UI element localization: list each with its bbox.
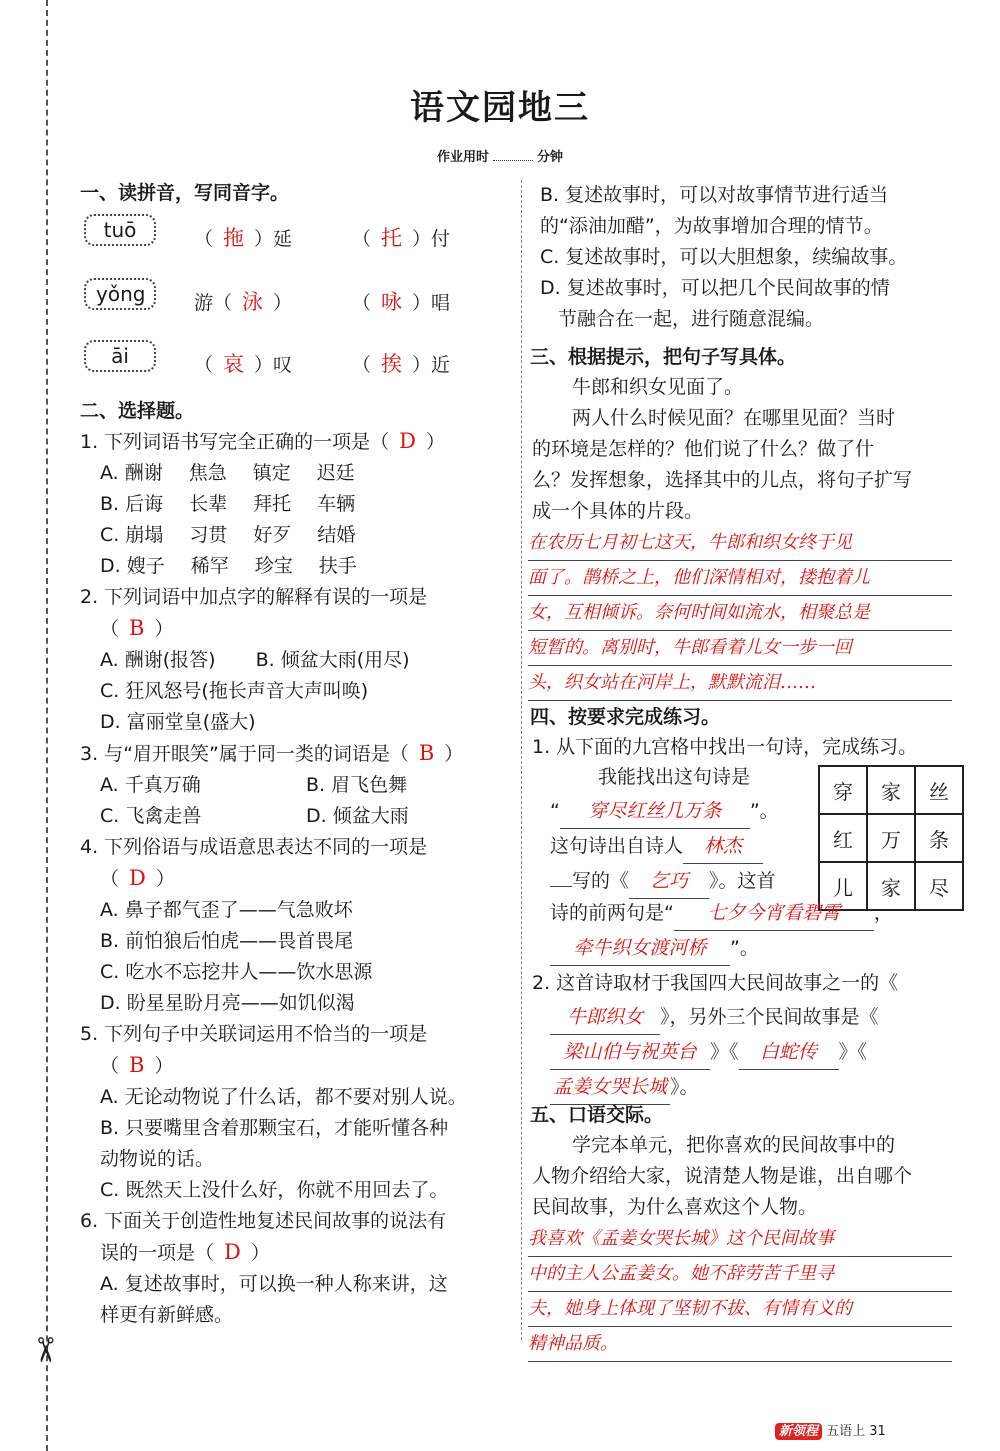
- story2-answer: 白蛇传: [739, 1035, 839, 1070]
- time-label: 作业用时: [436, 150, 489, 165]
- question-1: 1. 下列词语书写完全正确的一项是（ D ）: [80, 429, 446, 453]
- answer-char: 托: [381, 226, 403, 250]
- homework-time: [0, 146, 1000, 165]
- question-5: 5. 下列句子中关联词运用不恰当的一项是: [80, 1023, 428, 1045]
- cut-line: [46, 0, 48, 1451]
- section4-q1: 1. 从下面的九宫格中找出一句诗，完成练习。: [532, 736, 918, 758]
- section3-heading: 三、根据提示，把句子写具体。: [530, 346, 797, 368]
- poem-answer: 穿尽红丝几万条: [560, 794, 750, 829]
- poet-answer: 林杰: [683, 829, 763, 864]
- story1-answer: 梁山伯与祝英台: [550, 1035, 710, 1070]
- answer-letter: B: [418, 741, 435, 765]
- q6-continued: B. 复述故事时，可以对故事情节进行适当 的“添油加醋”，为故事增加合理的情节。 C. 复述故事时，可以大胆想象，续编故事。 D. 复述故事时，可以把几个民间故事的情 节融合在一起，进行随意混编。: [540, 184, 908, 330]
- time-blank: [493, 160, 533, 161]
- section5-heading: 五、口语交际。: [530, 1104, 664, 1126]
- nine-grid: 穿 家 丝 红 万 条 儿 家 尽: [818, 765, 964, 911]
- story-answer: 牛郎织女: [550, 1000, 660, 1035]
- question-3: 3. 与“眉开眼笑”属于同一类的词语是（ B ）: [80, 741, 464, 765]
- pinyin-row: tuō （ 拖 ）延 （ 托 ）付: [84, 214, 504, 246]
- answer-letter: D: [129, 866, 146, 890]
- section4-q2: 2. 这首诗取材于我国四大民间故事之一的《 牛郎织女 》，另外三个民间故事是《 梁山伯与祝英台 》《 白蛇传 》《 孟姜女哭长城 》。: [532, 966, 962, 1105]
- brand-logo: 新领程: [775, 1423, 822, 1440]
- section2-heading: 二、选择题。: [80, 400, 195, 422]
- section5-body: 学完本单元，把你喜欢的民间故事中的 人物介绍给大家，说清楚人物是谁，出自哪个 民间故事，为什么喜欢这个人物。: [532, 1134, 913, 1218]
- section3-body: 牛郎和织女见面了。 两人什么时候见面？在哪里见面？当时 的环境是怎样的？他们说了什么？做了什 么？发挥想象，选择其中的儿点，将句子扩写 成一个具体的片段。: [532, 376, 913, 522]
- answer-char: 咏: [381, 290, 403, 314]
- poem-fill: 我能找出这句诗是 “ 穿尽红丝几万条 ”。 这句诗出自诗人 林杰 写的《 乞巧 》。这首: [550, 760, 815, 899]
- pinyin-row: yǒng 游（ 泳 ） （ 咏 ）唱: [84, 278, 504, 310]
- pinyin-box: āi: [84, 340, 156, 372]
- pinyin-row: āi （ 哀 ）叹 （ 挨 ）近: [84, 340, 504, 372]
- page-number: 五语上 31: [826, 1424, 886, 1439]
- answer-char: 泳: [242, 290, 264, 314]
- answer-letter: B: [129, 1053, 145, 1077]
- section3-answer: 在农历七月初七这天，牛郎和织女终于见 面了。鹊桥之上，他们深情相对，搂抱着儿 女，互相倾诉。奈何时间如流水，相聚总是 短暂的。离别时，牛郎看着儿女一步一回 头，织女站在河岸上，默默流泪……: [528, 526, 952, 701]
- column-divider: [521, 180, 522, 1340]
- page-title: 语文园地三: [410, 88, 590, 128]
- answer-char: 拖: [223, 226, 245, 250]
- work-answer: 乞巧: [629, 864, 709, 899]
- section5-answer: 我喜欢《孟姜女哭长城》这个民间故事 中的主人公孟姜女。她不辞劳苦千里寻 夫，她身上体现了坚韧不拔、有情有义的 精神品质。: [528, 1222, 952, 1362]
- answer-letter: B: [129, 616, 145, 640]
- question-2: 2. 下列词语中加点字的解释有误的一项是: [80, 586, 428, 608]
- section4-heading: 四、按要求完成练习。: [530, 706, 721, 728]
- pinyin-box: tuō: [84, 214, 156, 246]
- question-4: 4. 下列俗语与成语意思表达不同的一项是: [80, 836, 428, 858]
- pinyin-box: yǒng: [84, 278, 156, 310]
- story3-answer: 孟姜女哭长城: [550, 1070, 670, 1105]
- time-unit: 分钟: [537, 150, 564, 165]
- answer-letter: D: [399, 429, 417, 453]
- poem-lines: 诗的前两句是“ 七夕今宵看碧霄 ， 牵牛织女渡河桥 ”。: [550, 896, 960, 966]
- answer-letter: D: [224, 1240, 241, 1264]
- question-6: 6. 下面关于创造性地复述民间故事的说法有: [80, 1210, 447, 1232]
- section1-heading: 一、读拼音，写同音字。: [80, 182, 290, 204]
- line2-answer: 牵牛织女渡河桥: [550, 931, 730, 966]
- page-footer: [775, 1420, 886, 1439]
- line1-answer: 七夕今宵看碧霄: [674, 896, 874, 931]
- scissors-icon: ✂: [24, 1335, 65, 1365]
- choice-questions: 1. 下列词语书写完全正确的一项是（ D ） A. 酬谢 焦急 镇定 迟廷 B. 后诲 长辈 拜托 车辆 C. 崩塌 习贯 好歹 结婚 D. 嫂子 稀罕 珍宝 扶手 2. 下列词语中加点字的解释有误的一项是 （ B ） A. 酬谢(报答) B. 倾盆大雨(用尽) C. 狂风怒号(拖长声音大声叫唤) D. 富丽堂皇(盛大) 3. 与“眉开眼笑”属于同一类的词语是（ B ） A. 千真万确 B. 眉飞色舞 C. 飞禽走兽 D. 倾盆大雨 4. 下列俗语与成语意思表达不同的一项是 （ D ） A. 鼻子都气歪了——气急败坏 B. 前怕狼后怕虎——畏首畏尾 C. 吃水不忘挖井人——饮水思源 D. 盼星星盼月亮——如饥似渴 5. 下列句子中关联词运用不恰当的一项是 （ B ） A. 无论动物说了什么话，都不要对别人说。 B. 只要嘴里含着那颗宝石，才能听懂各种 动物说的话。 C. 既然天上没什么好，你就不用回去了。 6. 下面关于创造性地复述民间故事的说法有 误的一项是（ D ） A. 复述故事时，可以换一种人称来讲，这 样更有新鲜感。: [80, 426, 510, 1331]
- answer-char: 挨: [381, 352, 403, 376]
- answer-char: 哀: [223, 352, 245, 376]
